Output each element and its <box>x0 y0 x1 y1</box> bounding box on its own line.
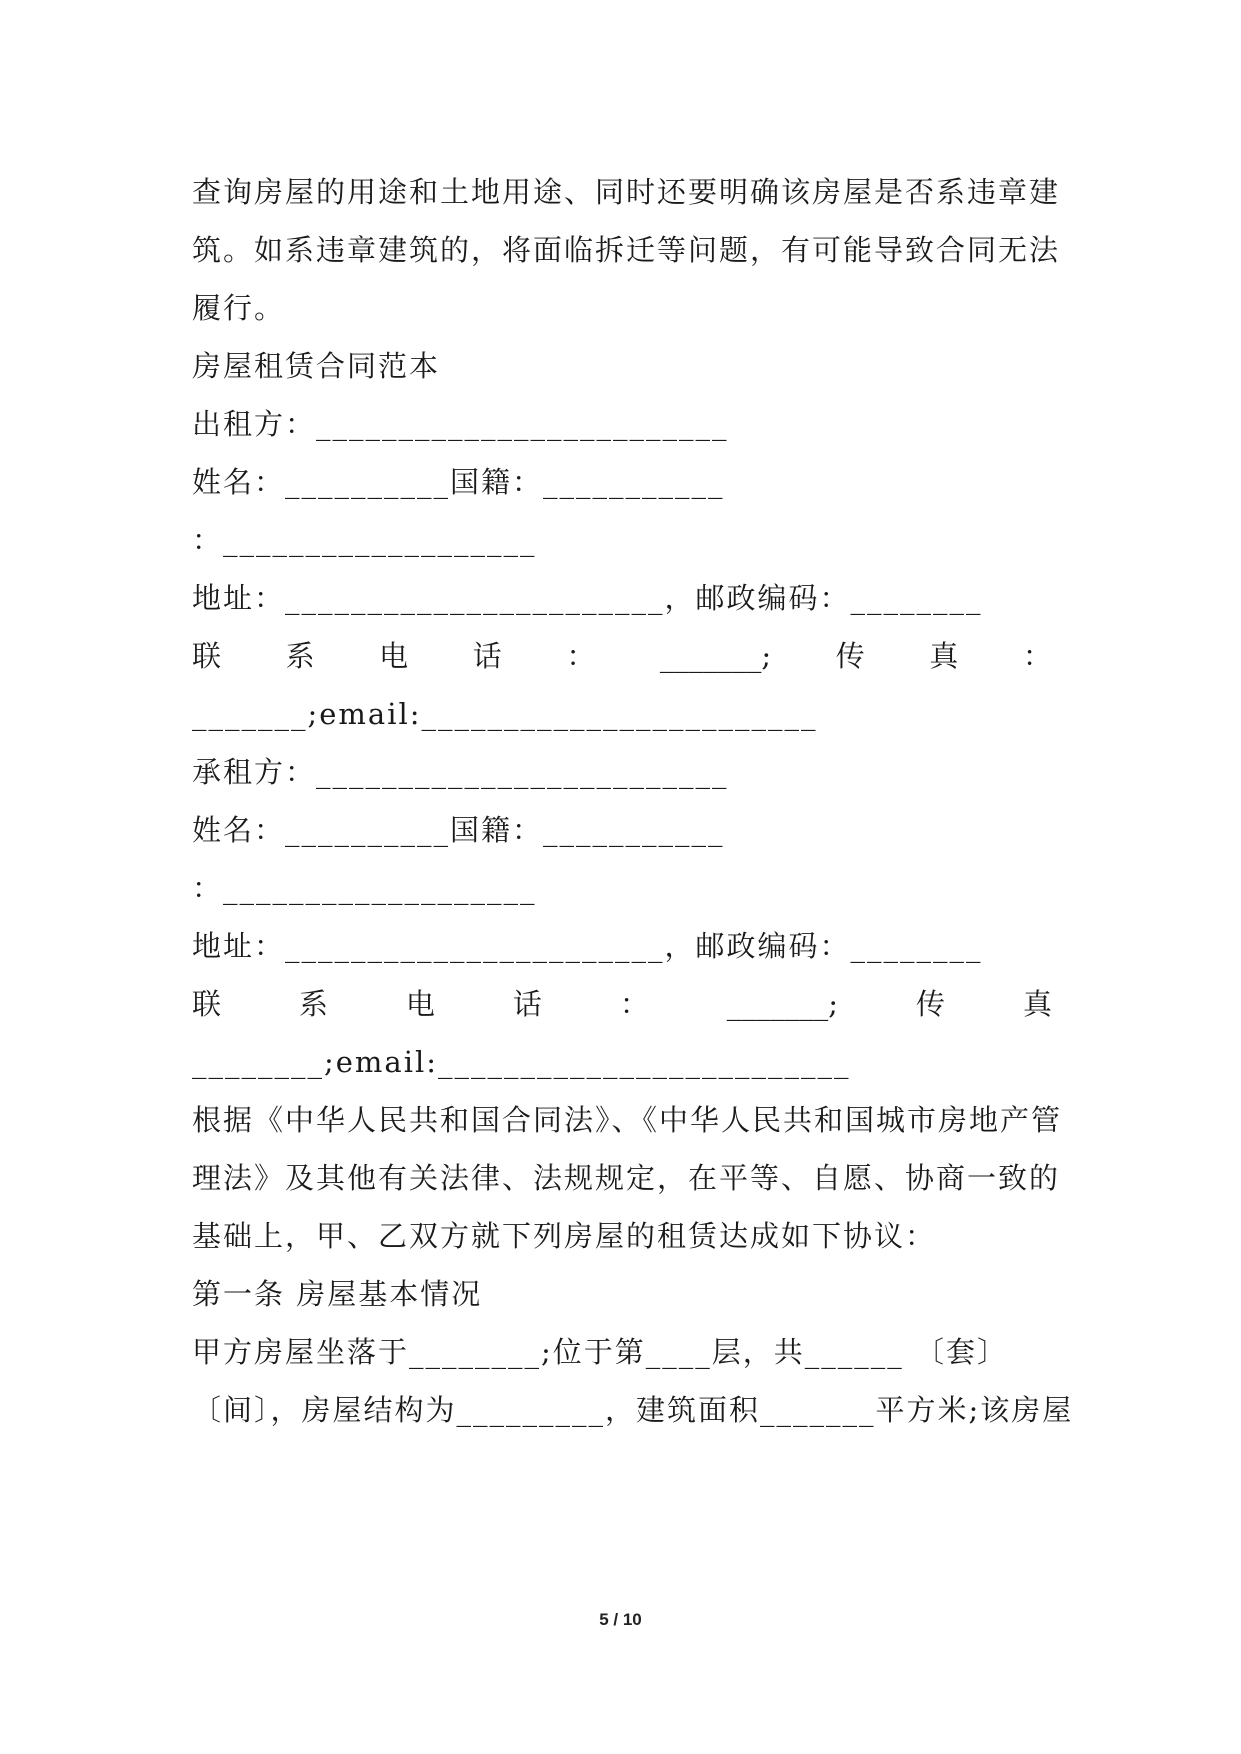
lessor-email: _______;email:________________________ <box>192 697 818 731</box>
paragraph-line: 理法》及其他有关法律、法规规定，在平等、自愿、协商一致的 <box>192 1161 1061 1195</box>
paragraph-line: 〔间〕，房屋结构为_________，建筑面积_______平方米;该房屋 <box>192 1393 1074 1427</box>
section-title: 房屋租赁合同范本 <box>192 349 441 383</box>
article-heading: 第一条 房屋基本情况 <box>192 1277 483 1311</box>
paragraph-line: 筑。如系违章建筑的，将面临拆迁等问题，有可能导致合同无法 <box>192 233 1061 267</box>
lessor-id-line: ：___________________ <box>192 523 537 557</box>
paragraph-line: 基础上，甲、乙双方就下列房屋的租赁达成如下协议： <box>192 1219 937 1253</box>
paragraph-line: 履行。 <box>192 291 286 325</box>
lessee-email: ________;email:_________________________ <box>192 1045 851 1079</box>
paragraph-line: 甲方房屋坐落于________;位于第____层，共______ 〔套〕 <box>192 1335 1008 1369</box>
lessee-address: 地址：_______________________，邮政编码：________ <box>192 929 983 963</box>
lessee-phone-fax: 联 系 电 话 ： _______; 传 真 <box>192 987 1052 1021</box>
lessee-name-nationality: 姓名：__________国籍：___________ <box>192 813 725 847</box>
lessor-address: 地址：_______________________，邮政编码：________ <box>192 581 983 615</box>
paragraph-line: 根据《中华人民共和国合同法》、《中华人民共和国城市房地产管 <box>192 1103 1063 1137</box>
lessor-name-nationality: 姓名：__________国籍：___________ <box>192 465 725 499</box>
lessee-id-line: ：___________________ <box>192 871 537 905</box>
lessor-line: 出租方：_________________________ <box>192 407 729 441</box>
lessee-line: 承租方：_________________________ <box>192 755 729 789</box>
lessor-phone-fax: 联 系 电 话 ： _______; 传 真 ： <box>192 639 1052 673</box>
page-number: 5 / 10 <box>599 1610 642 1629</box>
paragraph-line: 查询房屋的用途和土地用途、同时还要明确该房屋是否系违章建 <box>192 175 1061 209</box>
